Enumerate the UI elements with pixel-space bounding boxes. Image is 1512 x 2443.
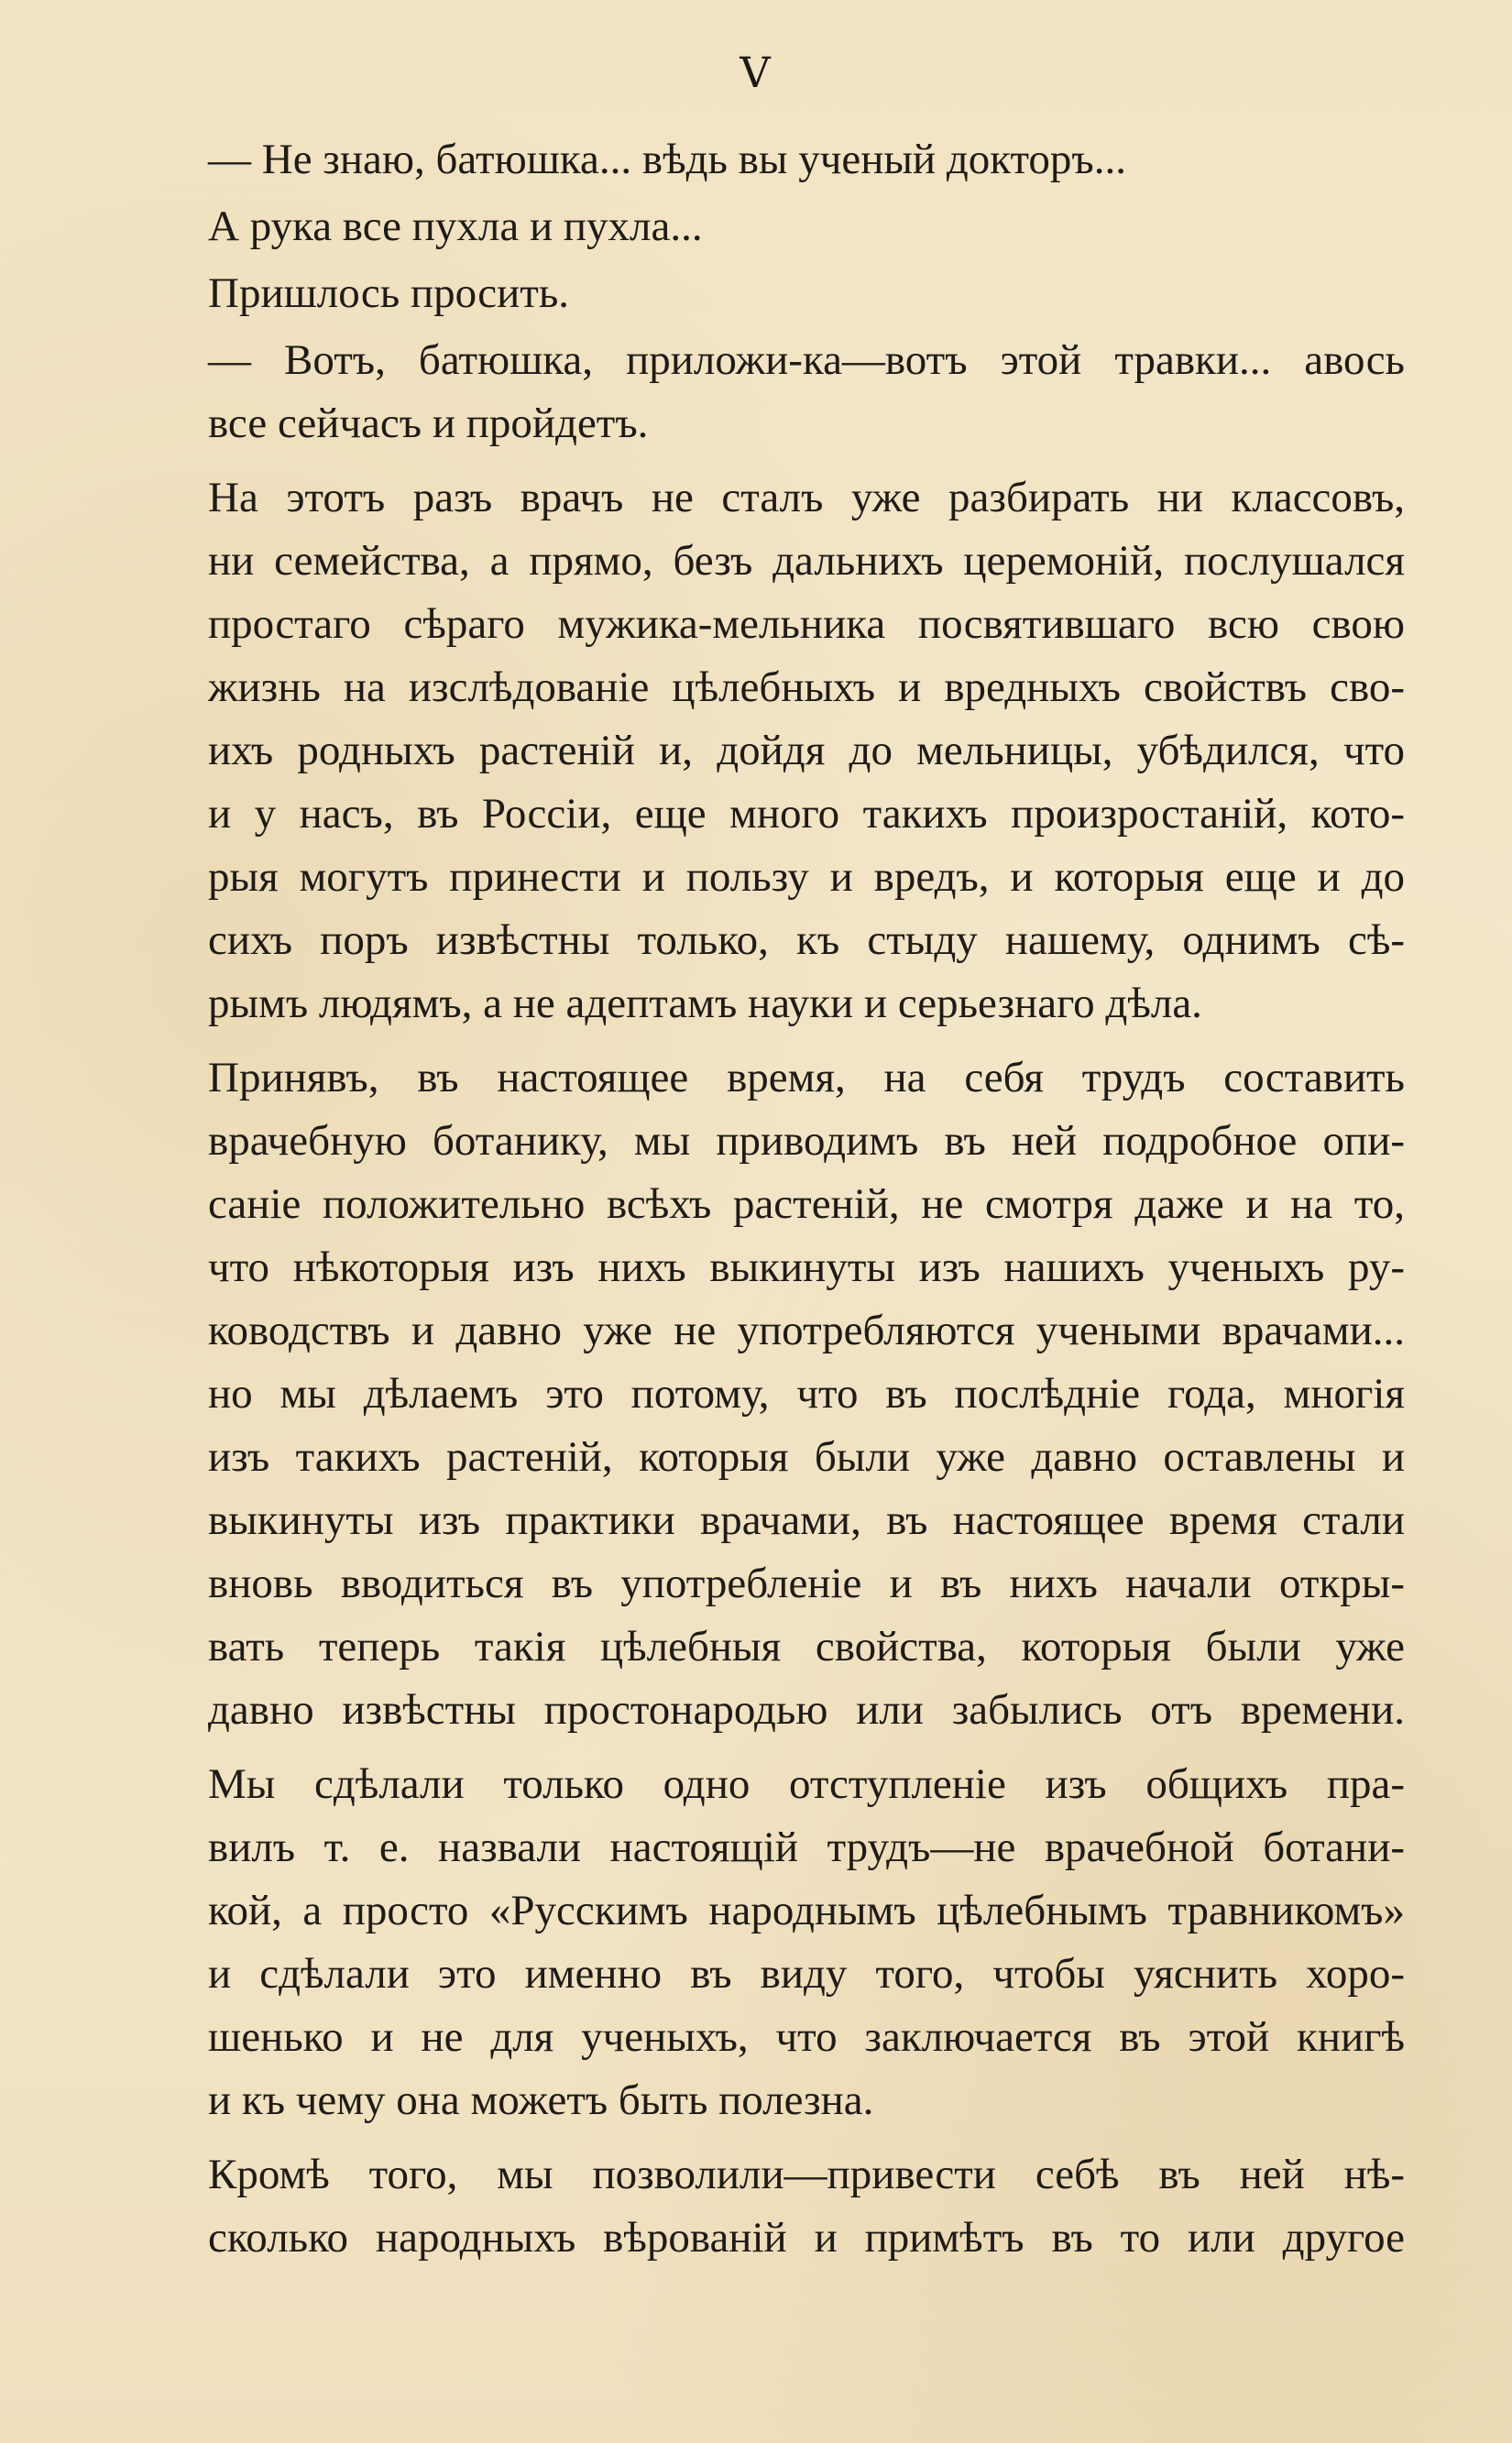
text-line: А рука все пухла и пухла... [208,203,703,250]
text-line: жизнь на изслѣдованіе цѣлебныхъ и вредныхъ свойствъ сво- [208,663,1405,711]
text-line: что нѣкоторыя изъ нихъ выкинуты изъ нашихъ ученыхъ ру- [208,1243,1405,1291]
text-line: вилъ т. е. назвали настоящій трудъ—не врачебной ботани- [208,1824,1405,1871]
text-line: все сейчасъ и пройдетъ. [208,400,649,447]
text-line: и сдѣлали это именно въ виду того, чтобы уяснить хоро- [208,1950,1405,1998]
text-line: На этотъ разъ врачъ не сталъ уже разбирать ни классовъ, [208,474,1405,521]
text-line: выкинуты изъ практики врачами, въ настоящее время стали [208,1496,1405,1544]
text-line: Принявъ, въ настоящее время, на себя трудъ составить [208,1054,1405,1101]
text-line: Пришлось просить. [208,269,570,317]
text-line: рыя могутъ принести и пользу и вредъ, и которыя еще и до [208,853,1405,901]
text-line: Мы сдѣлали только одно отступленіе изъ общихъ пра- [208,1760,1405,1808]
body-text [208,128,1405,2270]
text-line: ни семейства, а прямо, безъ дальнихъ церемоній, послушался [208,537,1405,585]
text-line: вать теперь такія цѣлебныя свойства, которыя были уже [208,1623,1405,1671]
page-number: V [740,48,772,97]
text-line: давно извѣстны простонародью или забылись отъ времени. [208,1686,1405,1734]
text-line: изъ такихъ растеній, которыя были уже давно оставлены и [208,1433,1405,1481]
text-line: ководствъ и давно уже не употребляются учеными врачами... [208,1307,1405,1354]
text-line: сколько народныхъ вѣрованій и примѣтъ въ то или другое [208,2214,1405,2262]
text-line: простаго сѣраго мужика-мельника посвятившаго всю свою [208,600,1405,648]
text-line: сихъ поръ извѣстны только, къ стыду нашему, однимъ сѣ- [208,916,1405,964]
text-line: Кромѣ того, мы позволили—привести себѣ въ ней нѣ- [208,2151,1405,2198]
text-line: и къ чему она можетъ быть полезна. [208,2076,874,2124]
text-line: — Не знаю, батюшка... вѣдь вы ученый докторъ... [208,136,1126,183]
text-line: — Вотъ, батюшка, приложи-ка—вотъ этой травки... авось [208,336,1405,384]
text-line: но мы дѣлаемъ это потому, что въ послѣдніе года, многія [208,1370,1405,1418]
text-line: ихъ родныхъ растеній и, дойдя до мельницы, убѣдился, что [208,727,1405,774]
text-line: саніе положительно всѣхъ растеній, не смотря даже и на то, [208,1180,1405,1228]
text-line: кой, а просто «Русскимъ народнымъ цѣлебнымъ травникомъ» [208,1887,1405,1934]
text-line: врачебную ботанику, мы приводимъ въ ней подробное опи- [208,1117,1405,1165]
text-line: вновь вводиться въ употребленіе и въ нихъ начали откры- [208,1560,1405,1607]
text-line: шенько и не для ученыхъ, что заключается въ этой книгѣ [208,2013,1405,2061]
text-line: рымъ людямъ, а не адептамъ науки и серьезнаго дѣла. [208,980,1202,1027]
text-line: и у насъ, въ Россіи, еще много такихъ произростаній, кото- [208,790,1405,838]
